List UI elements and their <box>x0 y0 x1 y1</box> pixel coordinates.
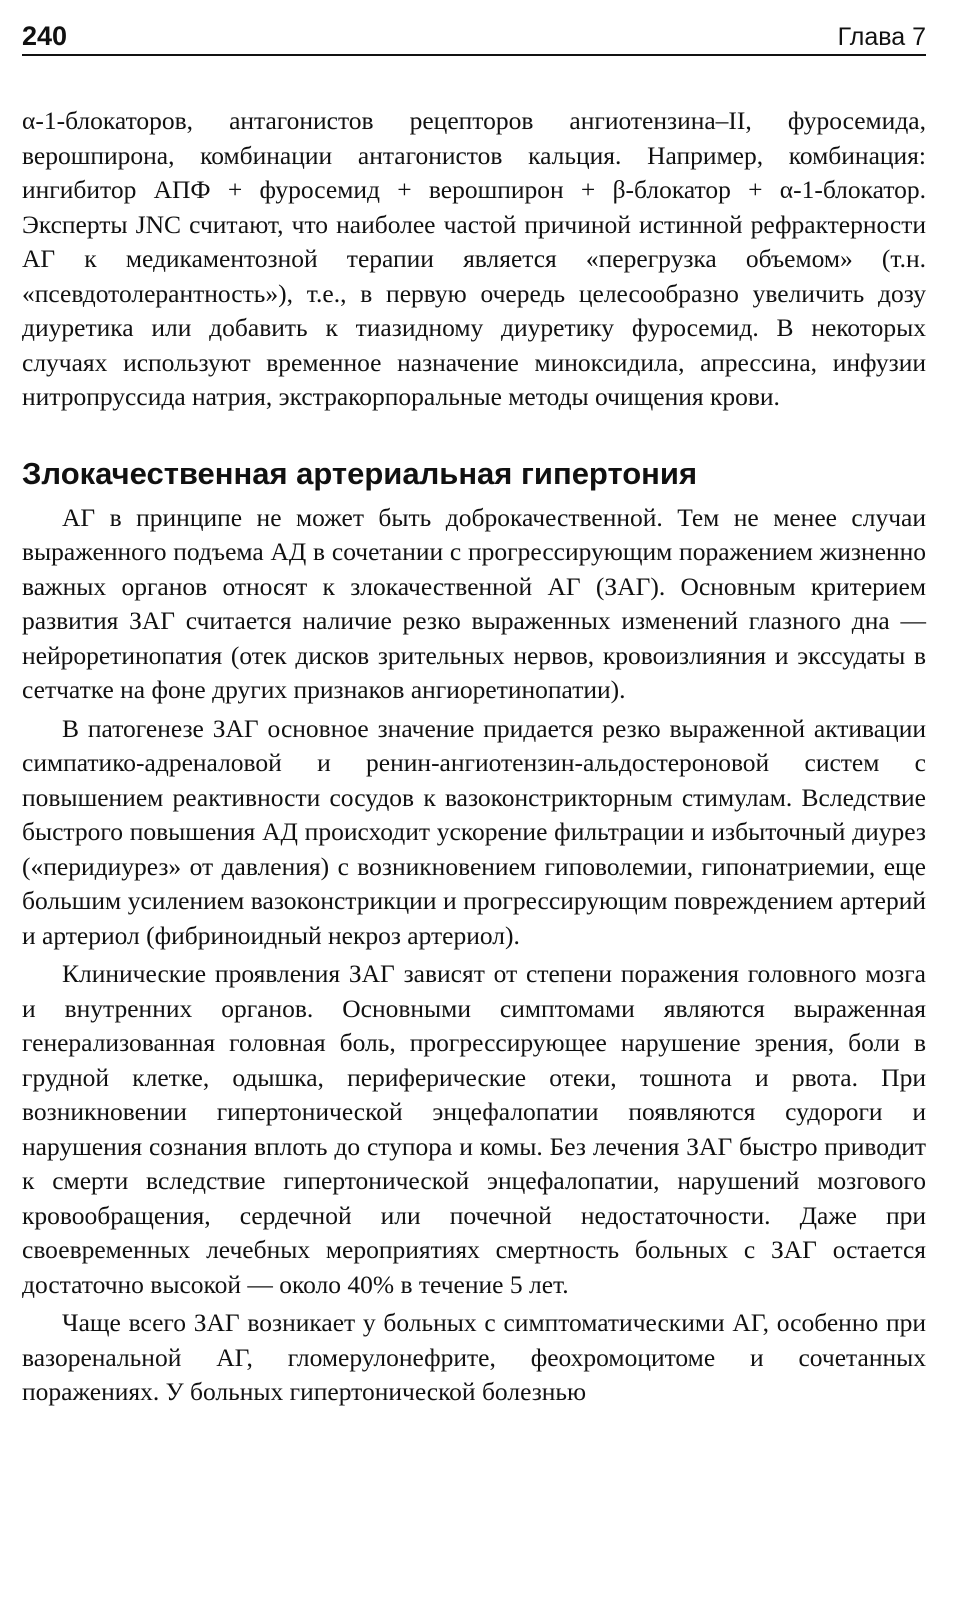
chapter-label: Глава 7 <box>837 23 926 51</box>
running-header <box>22 20 926 56</box>
section-heading: Злокачественная артериальная гипертония <box>22 455 698 491</box>
page-number: 240 <box>22 21 68 51</box>
paragraph-definition: АГ в принципе не может быть доброкачественной. Тем не менее случаи выраженного подъема АД в сочетании с прогрессирующим поражением жизненно важных органов относят к злокачественной АГ (ЗАГ). Основным критерием развития ЗАГ считается наличие резко выраженных изменений глазного дна — нейроретинопатия (отек дисков зрительных нервов, кровоизлияния и экссудаты в сетчатке на фоне других признаков ангиоретинопатии). <box>22 502 926 704</box>
paragraph-clinical: Клинические проявления ЗАГ зависят от степени поражения головного мозга и внутренних органов. Основными симптомами являются выраженная генерализованная головная боль, прогрессирующее нарушение зрения, боли в грудной клетке, одышка, периферические отеки, тошнота и рвота. При возникновении гипертонической энцефалопатии появляются судороги и нарушения сознания вплоть до ступора и комы. Без лечения ЗАГ быстро приводит к смерти вследствие гипертонической энцефалопатии, нарушений мозгового кровообращения, сердечной или почечной недостаточности. Даже при своевременных лечебных мероприятиях смертность больных с ЗАГ остается достаточно высокой — около 40% в течение 5 лет. <box>22 959 926 1299</box>
paragraph-pathogenesis: В патогенезе ЗАГ основное значение придается резко выраженной активации симпатико-адреналовой и ренин-ангиотензин-альдостероновой систем с повышением реактивности сосудов к вазоконстрикторным стимулам. Вследствие быстрого повышения АД происходит ускорение фильтрации и избыточный диурез («перидиурез» от давления) с возникновением гиповолемии, гипонатриемии, еще большим усилением вазоконстрикции и прогрессирующим повреждением артерий и артериол (фибриноидный некроз артериол). <box>22 713 926 950</box>
paragraph-occurrence: Чаще всего ЗАГ возникает у больных с симптоматическими АГ, особенно при вазоренальной АГ, гломерулонефрите, феохромоцитоме и сочетанных поражениях. У больных гипертонической болезнью <box>22 1308 926 1406</box>
paragraph-continuation: α-1-блокаторов, антагонистов рецепторов ангиотензина–II, фуросемида, верошпирона, комбинации антагонистов кальция. Например, комбинация: ингибитор АПФ + фуросемид + верошпирон + β-блокатор + α-1-блокатор. Эксперты JNC считают, что наиболее частой причиной истинной рефрактерности АГ к медикаментозной терапии является «перегрузка объемом» (т.н. «псевдотолерантность»), т.е., в первую очередь целесообразно увеличить дозу диуретика или добавить к тиазидному диуретику фуросемид. В некоторых случаях используют временное назначение миноксидила, апрессина, инфузии нитропруссида натрия, экстракорпоральные методы очищения крови. <box>22 106 926 411</box>
book-page <box>22 20 926 1410</box>
